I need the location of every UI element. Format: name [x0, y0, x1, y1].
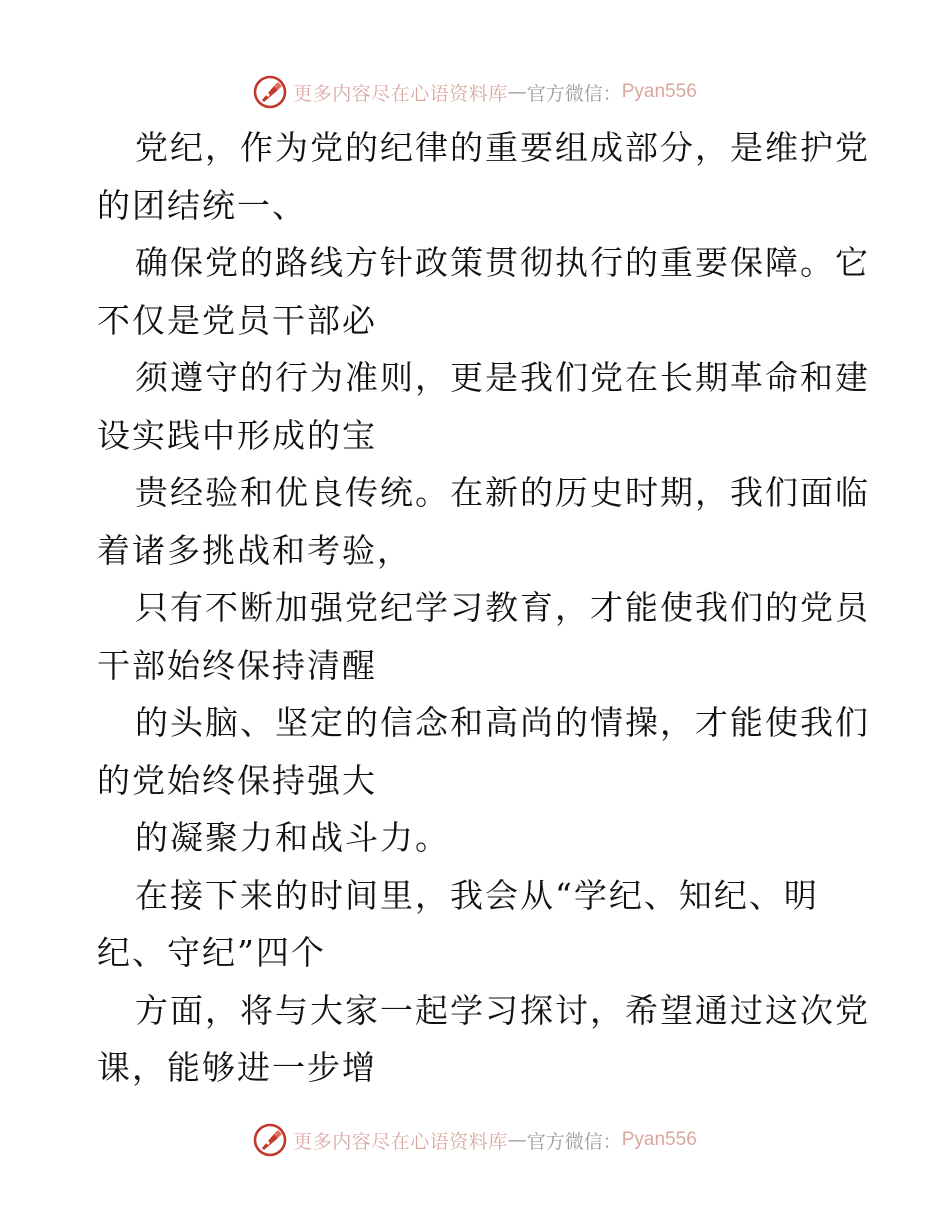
body-line: 须遵守的行为准则，更是我们党在长期革命和建	[135, 358, 870, 397]
body-line: 贵经验和优良传统。在新的历史时期，我们面临	[135, 473, 870, 512]
body-line: 方面，将与大家一起学习探讨，希望通过这次党	[135, 990, 870, 1030]
body-line: 党纪，作为党的纪律的重要组成部分，是维护党	[135, 128, 870, 167]
body-line: 干部始终保持清醒	[97, 645, 377, 685]
body-line: 纪、守纪”四个	[97, 933, 326, 972]
header-dash: —	[507, 81, 527, 103]
header-wechat-label: 官方微信：	[526, 82, 622, 105]
body-line: 的头脑、坚定的信念和高尚的情操，才能使我们	[135, 703, 870, 742]
body-line: 只有不断加强党纪学习教育，才能使我们的党员	[135, 588, 870, 627]
header-banner	[0, 72, 950, 112]
footer-dash: —	[507, 1129, 527, 1151]
footer-wechat-id: Pyan556	[621, 1129, 697, 1150]
body-line: 确保党的路线方针政策贯彻执行的重要保障。它	[135, 243, 870, 282]
body-line: 的团结统一、	[97, 185, 307, 225]
footer-wechat-label: 官方微信：	[526, 1130, 622, 1153]
body-line: 课，能够进一步增	[97, 1048, 377, 1087]
body-line: 不仅是党员干部必	[97, 300, 377, 340]
body-line: 着诸多挑战和考验，	[97, 530, 412, 570]
pen-nib-logo-icon	[253, 1123, 287, 1157]
document-body	[97, 119, 870, 1097]
body-line: 的党始终保持强大	[97, 760, 377, 800]
body-line: 设实践中形成的宝	[97, 415, 377, 455]
footer-site-text: 更多内容尽在心语资料库	[293, 1130, 508, 1153]
pen-nib-logo-icon	[253, 75, 287, 109]
footer-banner	[0, 1120, 950, 1160]
header-site-text: 更多内容尽在心语资料库	[293, 82, 508, 105]
header-wechat-id: Pyan556	[621, 81, 697, 102]
body-line: 在接下来的时间里，我会从“学纪、知纪、明	[135, 875, 819, 915]
body-line: 的凝聚力和战斗力。	[135, 818, 450, 857]
